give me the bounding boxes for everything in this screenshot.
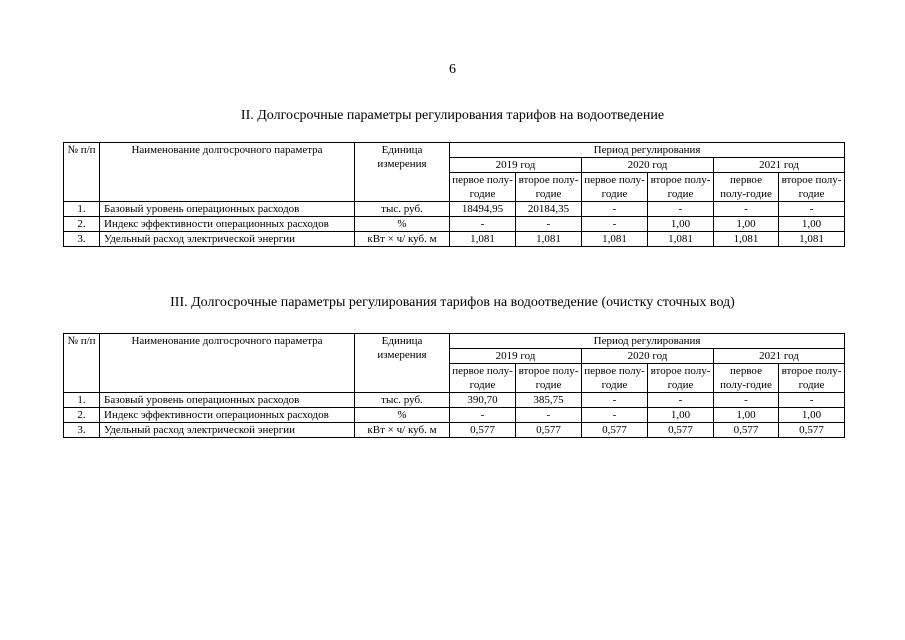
header-year: 2020 год [582, 158, 714, 173]
header-param: Наименование долгосрочного параметра [100, 143, 355, 202]
header-year: 2021 год [714, 349, 845, 364]
row-value: - [648, 393, 714, 408]
row-value: 1,00 [648, 217, 714, 232]
row-value: - [516, 408, 582, 423]
row-value: - [714, 202, 779, 217]
header-year: 2020 год [582, 349, 714, 364]
row-value: - [714, 393, 779, 408]
row-value: 1,081 [582, 232, 648, 247]
header-half: первое полу-годие [450, 173, 516, 202]
row-value: 18494,95 [450, 202, 516, 217]
header-half: второе полу-годие [648, 173, 714, 202]
row-name: Индекс эффективности операционных расходов [100, 408, 355, 423]
row-value: 0,577 [648, 423, 714, 438]
header-half: второе полу-годие [648, 364, 714, 393]
table-row [64, 232, 845, 247]
row-value: - [450, 217, 516, 232]
row-value: 1,081 [779, 232, 845, 247]
row-value: 1,00 [714, 217, 779, 232]
section-title: III. Долгосрочные параметры регулирования тарифов на водоотведение (очистку сточных вод) [170, 295, 735, 310]
row-value: 0,577 [516, 423, 582, 438]
row-value: - [582, 408, 648, 423]
row-unit: кВт × ч/ куб. м [355, 232, 450, 247]
row-unit: тыс. руб. [355, 202, 450, 217]
row-value: 1,00 [648, 408, 714, 423]
header-period: Период регулирования [450, 143, 845, 158]
row-value: 1,00 [779, 408, 845, 423]
header-num: № п/п [64, 334, 100, 393]
header-half: первое полу-годие [582, 364, 648, 393]
table-row [64, 423, 845, 438]
row-value: - [582, 393, 648, 408]
row-value: - [582, 217, 648, 232]
header-half: второе полу-годие [516, 173, 582, 202]
row-value: - [779, 393, 845, 408]
parameters-table [63, 142, 845, 247]
table-row [64, 408, 845, 423]
row-value: 1,00 [779, 217, 845, 232]
table-row [64, 217, 845, 232]
header-unit: Единица измерения [355, 334, 450, 393]
row-num: 1. [64, 393, 100, 408]
row-value: - [582, 202, 648, 217]
row-num: 3. [64, 232, 100, 247]
row-num: 2. [64, 408, 100, 423]
row-value: - [779, 202, 845, 217]
header-period: Период регулирования [450, 334, 845, 349]
row-value: 1,081 [516, 232, 582, 247]
header-half: первое полу-годие [714, 173, 779, 202]
row-num: 2. [64, 217, 100, 232]
header-half: второе полу-годие [516, 364, 582, 393]
header-half: второе полу-годие [779, 173, 845, 202]
row-name: Базовый уровень операционных расходов [100, 393, 355, 408]
row-value: 0,577 [582, 423, 648, 438]
row-value: 385,75 [516, 393, 582, 408]
parameters-table [63, 333, 845, 438]
row-value: - [516, 217, 582, 232]
header-unit: Единица измерения [355, 143, 450, 202]
row-value: - [450, 408, 516, 423]
row-value: 1,081 [450, 232, 516, 247]
header-half: первое полу-годие [714, 364, 779, 393]
row-unit: % [355, 217, 450, 232]
row-value: 390,70 [450, 393, 516, 408]
table-row [64, 393, 845, 408]
row-num: 3. [64, 423, 100, 438]
row-value: 0,577 [714, 423, 779, 438]
section-title: II. Долгосрочные параметры регулирования тарифов на водоотведение [240, 108, 665, 123]
row-name: Удельный расход электрической энергии [100, 423, 355, 438]
row-name: Индекс эффективности операционных расходов [100, 217, 355, 232]
header-half: второе полу-годие [779, 364, 845, 393]
header-year: 2019 год [450, 349, 582, 364]
row-value: 0,577 [779, 423, 845, 438]
row-unit: тыс. руб. [355, 393, 450, 408]
header-num: № п/п [64, 143, 100, 202]
row-value: 0,577 [450, 423, 516, 438]
header-half: первое полу-годие [450, 364, 516, 393]
row-unit: кВт × ч/ куб. м [355, 423, 450, 438]
row-value: 1,081 [648, 232, 714, 247]
row-name: Базовый уровень операционных расходов [100, 202, 355, 217]
row-value: 20184,35 [516, 202, 582, 217]
header-half: первое полу-годие [582, 173, 648, 202]
header-year: 2021 год [714, 158, 845, 173]
page-number: 6 [449, 62, 456, 77]
row-num: 1. [64, 202, 100, 217]
row-unit: % [355, 408, 450, 423]
row-value: 1,00 [714, 408, 779, 423]
row-value: 1,081 [714, 232, 779, 247]
header-year: 2019 год [450, 158, 582, 173]
row-name: Удельный расход электрической энергии [100, 232, 355, 247]
row-value: - [648, 202, 714, 217]
table-row [64, 202, 845, 217]
header-param: Наименование долгосрочного параметра [100, 334, 355, 393]
